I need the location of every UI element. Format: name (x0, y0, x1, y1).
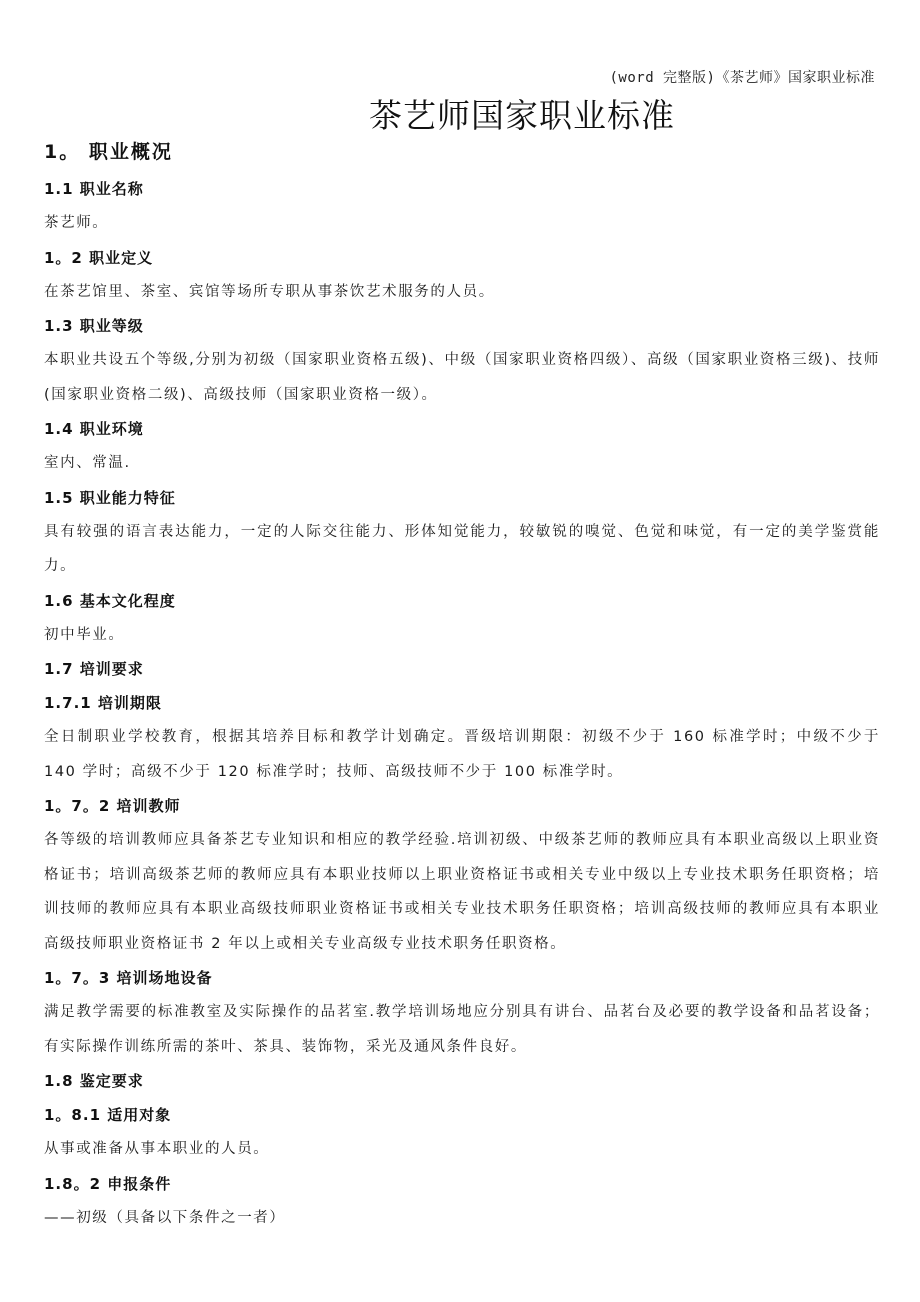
subsection-heading: 1.8。2 申报条件 (44, 1174, 172, 1193)
paragraph: 初中毕业。 (44, 626, 125, 643)
document-title: 茶艺师国家职业标准 (369, 96, 675, 135)
subsection-heading: 1.3 职业等级 (44, 317, 144, 335)
paragraph: ——初级（具备以下条件之一者） (44, 1209, 286, 1226)
paragraph: 室内、常温. (44, 455, 131, 471)
subsection-heading: 1.4 职业环境 (44, 420, 144, 438)
paragraph: 各等级的培训教师应具备茶艺专业知识和相应的教学经验.培训初级、中级茶艺师的教师应具有本职业高级以上职业资格证书；培训高级茶艺师的教师应具有本职业技师以上职业资格证书或相关专业中级以上专业技术职务任职资格；培训技师的教师应具有本职业高级技师职业资格证书或相关专业技术职务任职资格；培训高级技师的教师应具有本职业高级技师职业资格证书 2 年以上或相关专业高级专业技术职务任职资格。 (44, 832, 880, 952)
paragraph: 茶艺师。 (44, 215, 109, 231)
paragraph: 满足教学需要的标准教室及实际操作的品茗室.教学培训场地应分别具有讲台、品茗台及必要的教学设备和品茗设备；有实际操作训练所需的茶叶、茶具、装饰物，采光及通风条件良好。 (44, 1004, 880, 1055)
paragraph: 全日制职业学校教育，根据其培养目标和教学计划确定。晋级培训期限：初级不少于 160 标准学时；中级不少于 140 学时；高级不少于 120 标准学时；技师、高级技师不少于 100 标准学时。 (44, 729, 880, 780)
subsection-heading: 1。7。3 培训场地设备 (44, 969, 213, 987)
subsection-heading: 1.8 鉴定要求 (44, 1072, 144, 1090)
subsection-heading: 1.6 基本文化程度 (44, 591, 176, 610)
paragraph: 具有较强的语言表达能力，一定的人际交往能力、形体知觉能力，较敏锐的嗅觉、色觉和味觉，有一定的美学鉴赏能力。 (44, 523, 880, 574)
subsection-heading: 1。8.1 适用对象 (44, 1106, 172, 1124)
paragraph: 本职业共设五个等级,分别为初级（国家职业资格五级)、中级（国家职业资格四级）、高级（国家职业资格三级)、技师(国家职业资格二级)、高级技师（国家职业资格一级）。 (44, 352, 880, 403)
subsection-heading: 1.7 培训要求 (44, 660, 144, 678)
subsection-heading: 1。2 职业定义 (44, 248, 154, 267)
running-header: (word 完整版)《茶艺师》国家职业标准 (609, 70, 875, 86)
document-body (44, 132, 880, 1235)
subsection-heading: 1.5 职业能力特征 (44, 488, 176, 507)
section-heading: 1。 职业概况 (44, 141, 173, 163)
subsection-heading: 1.1 职业名称 (44, 180, 144, 198)
subsection-heading: 1。7。2 培训教师 (44, 797, 181, 815)
paragraph: 在茶艺馆里、茶室、宾馆等场所专职从事茶饮艺术服务的人员。 (44, 283, 495, 300)
paragraph: 从事或准备从事本职业的人员。 (44, 1141, 270, 1157)
subsection-heading: 1.7.1 培训期限 (44, 694, 162, 712)
